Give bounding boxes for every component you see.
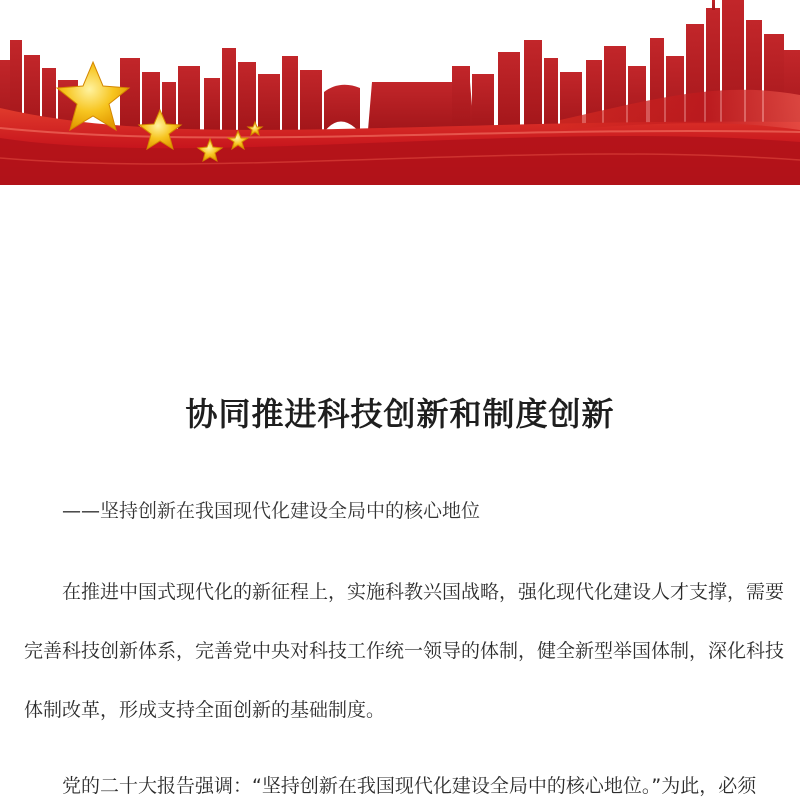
paragraph-line: 体制改革，形成支持全面创新的基础制度。	[24, 699, 386, 721]
document-subtitle: ——坚持创新在我国现代化建设全局中的核心地位	[62, 500, 481, 522]
paragraph-line: 在推进中国式现代化的新征程上，实施科教兴国战略，强化现代化建设人才支撑，需要	[62, 581, 785, 603]
header-banner	[0, 0, 800, 185]
document-title: 协同推进科技创新和制度创新	[185, 395, 615, 433]
paragraph-1	[24, 578, 785, 755]
paragraph-line: 党的二十大报告强调：“坚持创新在我国现代化建设全局中的核心地位。”为此，必须	[62, 775, 757, 797]
paragraph-2	[24, 772, 776, 800]
paragraph-line: 完善科技创新体系，完善党中央对科技工作统一领导的体制，健全新型举国体制，深化科技	[24, 640, 785, 662]
skyline-ribbon-illustration	[0, 0, 800, 185]
